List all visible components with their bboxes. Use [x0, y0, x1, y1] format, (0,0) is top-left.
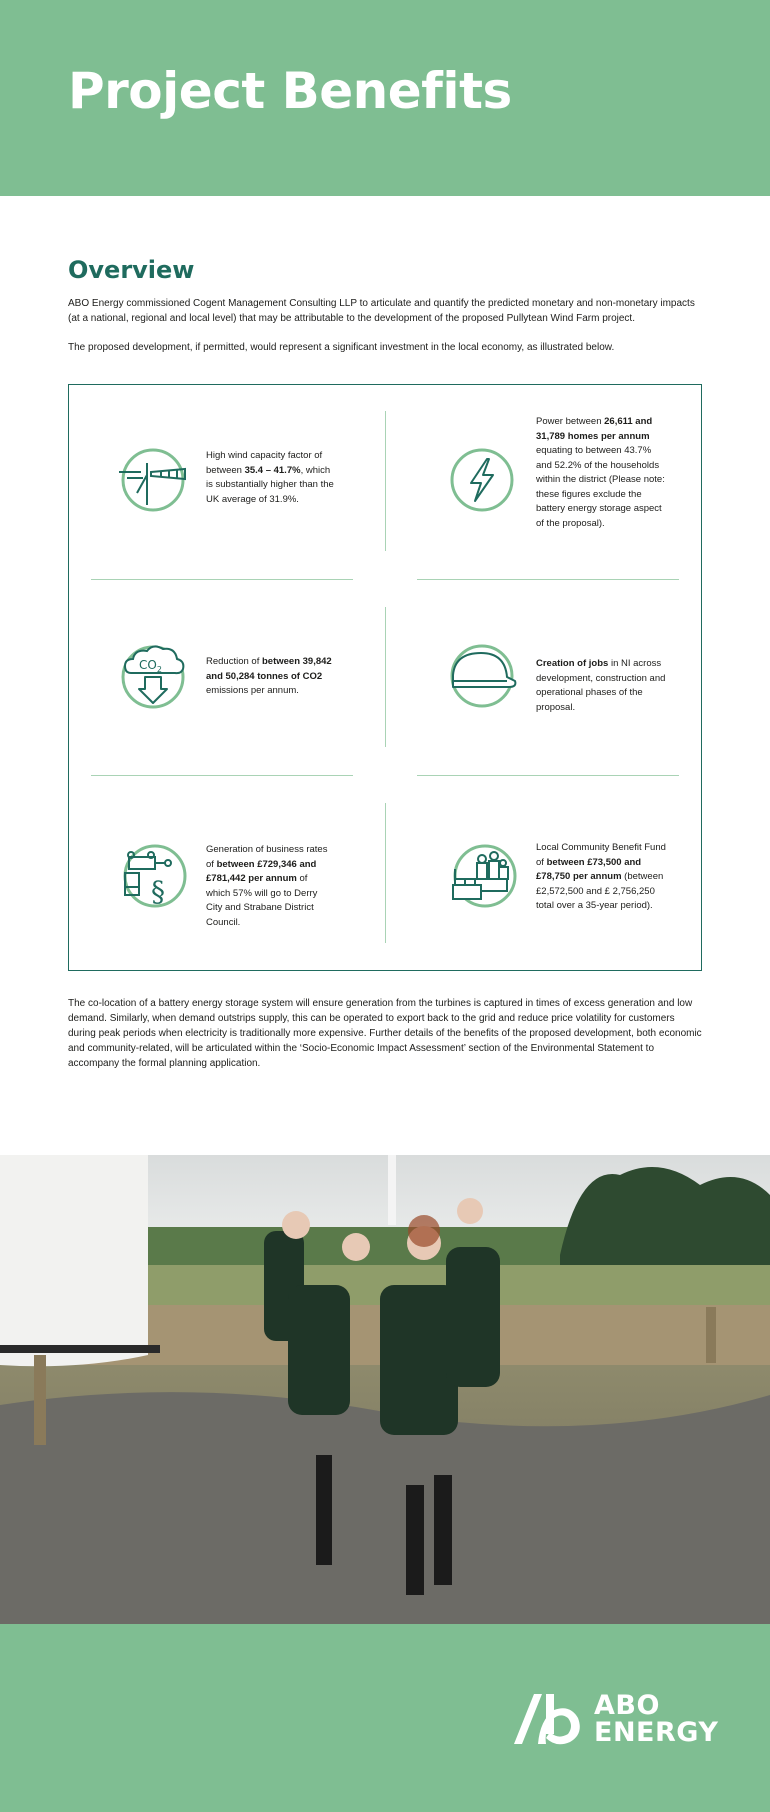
column-divider: [385, 803, 386, 943]
hard-hat-icon: [447, 641, 517, 711]
benefit-text-co2: Reduction of between 39,842 and 50,284 tonnes of CO2 emissions per annum.: [206, 656, 332, 696]
footer-banner: [0, 1624, 770, 1812]
business-rates-icon: [117, 841, 187, 911]
overview-paragraph-1: ABO Energy commissioned Cogent Management Consulting LLP to articulate and quantify the predicted monetary and non-monetary impacts (at a national, regional and local level) that may be attributable to the development of the proposed Pullytean Wind Farm project.: [68, 298, 695, 324]
svg-text:§: §: [151, 875, 165, 908]
benefit-text-power: Power between 26,611 and 31,789 homes per annum equating to between 43.7% and 52.2% of the households within the district (Please note: these figures exclude the battery energy storage aspect of the proposal).: [536, 416, 665, 529]
children-windfarm-photo: [0, 1155, 770, 1625]
benefit-text-wind: High wind capacity factor of between 35.4 – 41.7%, which is substantially higher than the UK average of 31.9%.: [206, 450, 334, 505]
benefit-text-business-rates: Generation of business rates of between £729,346 and £781,442 per annum of which 57% will go to Derry City and Strabane District Council.: [206, 844, 328, 928]
benefits-panel: [68, 384, 702, 971]
header-banner: [0, 0, 770, 196]
row-divider: [91, 579, 353, 580]
column-divider: [385, 411, 386, 551]
row-divider: [417, 579, 679, 580]
lightning-bolt-icon: [447, 445, 517, 515]
page-title: Project Benefits: [68, 62, 512, 120]
row-divider: [91, 775, 353, 776]
wind-turbine-icon: [117, 445, 187, 515]
closing-paragraph: The co-location of a battery energy storage system will ensure generation from the turbines is captured in times of excess generation and low demand. Similarly, when demand outstrips supply, this can be operated to export back to the grid and reduce price volatility for customers during peak periods when electricity is traditionally more expensive. Further details of the benefits of the proposed development, both economic and community-related, will be articulated within the ‘Socio-Economic Impact Assessment’ section of the Environmental Statement to accompany the formal planning application.: [68, 998, 702, 1069]
overview-heading: Overview: [68, 256, 195, 284]
benefit-text-jobs: Creation of jobs in NI across development, construction and operational phases of the proposal.: [536, 658, 666, 713]
row-divider: [417, 775, 679, 776]
abo-energy-wordmark: ABO ENERGY: [594, 1690, 719, 1748]
co2-cloud-icon: [117, 639, 187, 709]
svg-text:CO2: $CO_2$: [139, 658, 162, 674]
column-divider: [385, 607, 386, 747]
abo-energy-logo: [510, 1690, 730, 1750]
community-icon: [447, 841, 517, 911]
overview-paragraph-2: The proposed development, if permitted, would represent a significant investment in the local economy, as illustrated below.: [68, 342, 615, 353]
abo-energy-logo-mark: [510, 1690, 590, 1746]
benefit-text-community: Local Community Benefit Fund of between £73,500 and £78,750 per annum (between £2,572,500 and £ 2,756,250 total over a 35-year period).: [536, 842, 666, 911]
